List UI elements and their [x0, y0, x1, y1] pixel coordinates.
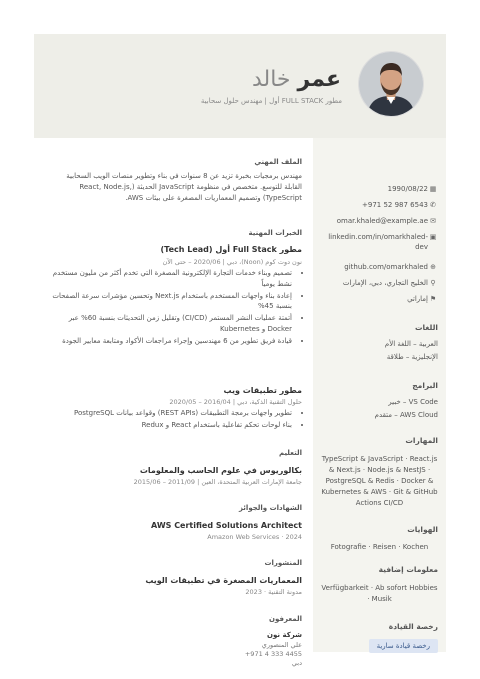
- job-title: مطور Full Stack أول (Tech Lead): [160, 245, 302, 254]
- reference-city: دبي: [291, 659, 302, 667]
- last-name: خالد: [251, 67, 291, 92]
- job-bullets: [42, 408, 302, 432]
- email-icon: ✉: [430, 217, 436, 225]
- contact-item: [321, 278, 438, 288]
- languages-title: اللغات: [414, 323, 438, 332]
- linkedin-icon: ▣: [429, 233, 437, 241]
- publication-name: المعماريات المصغرة في تطبيقات الويب: [145, 576, 302, 585]
- job-bullet: • إعادة بناء واجهات المستخدم باستخدام Next.js وتحسين مؤشرات سرعة الصفحات بنسبة 45%: [42, 291, 292, 312]
- job-subtitle: مطور FULL STACK أول | مهندس حلول سحابية: [200, 97, 342, 105]
- hobbies-text: Fotografie · Reisen · Kochen: [330, 543, 429, 551]
- job-bullet: • تصميم وبناء خدمات التجارة الإلكترونية المصغرة التي تخدم أكثر من مليون مستخدم نشط يومياً: [42, 268, 292, 289]
- cert-name: AWS Certified Solutions Architect: [150, 521, 302, 530]
- profile-section-title: الملف المهني: [254, 158, 302, 166]
- contact-text: +971 52 987 6543: [362, 201, 428, 209]
- first-name: عمر: [297, 67, 341, 92]
- language-item: الإنجليزية – طلاقة: [386, 353, 438, 361]
- contact-text: 1990/08/22: [387, 185, 428, 193]
- reference-name: علي المنصوري: [261, 641, 302, 649]
- contact-item: [321, 216, 438, 226]
- reference-phone: +971 4 333 4455: [244, 650, 302, 658]
- contact-item: [321, 232, 438, 252]
- software-item: VS Code – خبير: [388, 398, 438, 406]
- reference-company: شركة نون: [267, 631, 302, 639]
- license-badge: رخصة قيادة سارية: [369, 639, 438, 653]
- education-meta: جامعة الإمارات العربية المتحدة، العين | 2011/09 – 2015/06: [133, 478, 302, 486]
- flag-icon: ⚑: [429, 295, 437, 303]
- skills-title: المهارات: [405, 436, 438, 445]
- references-section-title: المعرفون: [269, 615, 302, 623]
- extra-info-text: Verfügbarkeit · Ab sofort Hobbies · Musik: [321, 584, 438, 603]
- profile-summary: مهندس برمجيات بخبرة تزيد عن 8 سنوات في بناء وتطوير منصات الويب السحابية القابلة للتوسع. متخصص في منظومة JavaScript الحديثة (React, Node.js, TypeScript) وتصميم المعماريات المصغرة على بيئات AWS.: [66, 172, 302, 202]
- globe-icon: ⊕: [430, 263, 436, 271]
- job-title: مطور تطبيقات ويب: [223, 386, 302, 395]
- job-bullets: [42, 268, 302, 348]
- job-bullet: • تطوير واجهات برمجة التطبيقات (REST APIs) وقواعد بيانات PostgreSQL: [42, 408, 292, 419]
- full-name: [252, 67, 341, 93]
- job-meta: نون دوت كوم (Noon)، دبي | 2020/06 – حتى الآن: [162, 258, 302, 266]
- contact-text: omar.khaled@example.ae: [336, 217, 428, 225]
- publication-meta: مدونة التقنية · 2023: [245, 588, 302, 596]
- resume-page: [34, 34, 446, 667]
- contact-item: [321, 262, 438, 272]
- job-bullet: • أتمتة عمليات النشر المستمر (CI/CD) وتقليل زمن التحديثات بنسبة 60% عبر Docker و Kubernetes: [42, 313, 292, 334]
- software-title: البرامج: [412, 381, 438, 390]
- experience-section-title: الخبرات المهنية: [248, 229, 302, 237]
- profile-photo-illustration: [359, 52, 423, 116]
- hobbies-title: الهوايات: [407, 525, 438, 534]
- contact-text: linkedin.com/in/omarkhaled-dev: [328, 233, 428, 251]
- contact-text: إماراتي: [407, 295, 428, 303]
- phone-icon: ✆: [430, 201, 436, 209]
- contact-item: [321, 294, 438, 304]
- location-icon: ⚲: [430, 279, 436, 287]
- calendar-icon: ▦: [429, 185, 437, 193]
- job-bullet: • قيادة فريق تطوير من 6 مهندسين وإجراء مراجعات الأكواد ومتابعة معايير الجودة: [42, 336, 292, 347]
- sidebar: [313, 138, 446, 652]
- extra-info-title: معلومات إضافية: [378, 565, 438, 574]
- job-bullet: • بناء لوحات تحكم تفاعلية باستخدام React و Redux: [42, 420, 292, 431]
- contact-item: [321, 200, 438, 210]
- license-title: رخصة القيادة: [388, 622, 438, 631]
- skills-text: TypeScript & JavaScript · React.js & Next.js · Node.js & NestJS · PostgreSQL & Redis · Docker & Kubernetes & AWS · Git & GitHub Actions CI/CD: [321, 455, 438, 507]
- profile-photo: [359, 52, 423, 116]
- contact-item: [321, 184, 438, 194]
- job-meta: حلول التقنية الذكية، دبي | 2016/04 – 2020/05: [169, 398, 302, 406]
- education-section-title: التعليم: [278, 449, 302, 457]
- certs-section-title: الشهادات والجوائز: [238, 504, 302, 512]
- resume-header: [34, 34, 446, 138]
- contact-text: github.com/omarkhaled: [344, 263, 428, 271]
- language-item: العربية – اللغة الأم: [384, 340, 438, 348]
- education-degree: بكالوريوس في علوم الحاسب والمعلومات: [139, 466, 302, 475]
- contact-text: الخليج التجاري، دبي، الإمارات: [342, 279, 428, 287]
- cert-meta: Amazon Web Services · 2024: [207, 533, 302, 541]
- publications-section-title: المنشورات: [264, 559, 302, 567]
- software-item: AWS Cloud – متقدم: [374, 411, 438, 419]
